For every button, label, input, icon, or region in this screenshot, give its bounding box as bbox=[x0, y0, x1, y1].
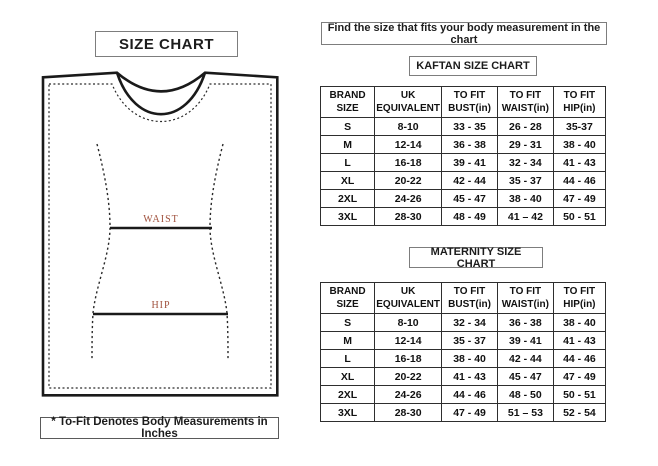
table-cell: 44 - 46 bbox=[553, 350, 605, 368]
table-header-cell: TO FIT HIP(in) bbox=[553, 283, 605, 314]
table-cell: 41 – 42 bbox=[497, 208, 553, 226]
page-title: SIZE CHART bbox=[95, 31, 238, 57]
table-header-cell: TO FIT WAIST(in) bbox=[497, 87, 553, 118]
table-header-row bbox=[321, 283, 606, 314]
table-cell: 35-37 bbox=[553, 118, 605, 136]
table-cell: 28-30 bbox=[375, 404, 442, 422]
table-cell: 47 - 49 bbox=[442, 404, 498, 422]
table-cell: S bbox=[321, 118, 375, 136]
table-cell: 51 – 53 bbox=[497, 404, 553, 422]
table-cell: XL bbox=[321, 172, 375, 190]
table-header-cell: UK EQUIVALENT bbox=[375, 87, 442, 118]
table-cell: 52 - 54 bbox=[553, 404, 605, 422]
table-row bbox=[321, 350, 606, 368]
kaftan-table-body bbox=[321, 118, 606, 226]
table-header-cell: BRAND SIZE bbox=[321, 87, 375, 118]
table-cell: 50 - 51 bbox=[553, 386, 605, 404]
table-cell: 36 - 38 bbox=[442, 136, 498, 154]
table-cell: 12-14 bbox=[375, 136, 442, 154]
table-cell: 8-10 bbox=[375, 314, 442, 332]
table-header-cell: TO FIT BUST(in) bbox=[442, 283, 498, 314]
maternity-size-table bbox=[320, 282, 606, 422]
table-row bbox=[321, 154, 606, 172]
table-cell: 2XL bbox=[321, 190, 375, 208]
table-header-cell: TO FIT HIP(in) bbox=[553, 87, 605, 118]
kaftan-size-table bbox=[320, 86, 606, 226]
table-cell: 28-30 bbox=[375, 208, 442, 226]
table-row bbox=[321, 368, 606, 386]
kaftan-table-header bbox=[321, 87, 606, 118]
table-row bbox=[321, 332, 606, 350]
table-cell: 32 - 34 bbox=[442, 314, 498, 332]
table-row bbox=[321, 136, 606, 154]
table-cell: 39 - 41 bbox=[497, 332, 553, 350]
stitch-border bbox=[49, 84, 271, 388]
table-cell: 3XL bbox=[321, 208, 375, 226]
table-cell: 38 - 40 bbox=[553, 136, 605, 154]
maternity-table-body bbox=[321, 314, 606, 422]
table-cell: 48 - 49 bbox=[442, 208, 498, 226]
table-row bbox=[321, 190, 606, 208]
table-cell: 47 - 49 bbox=[553, 368, 605, 386]
table-cell: 16-18 bbox=[375, 350, 442, 368]
table-cell: 41 - 43 bbox=[442, 368, 498, 386]
table-cell: 50 - 51 bbox=[553, 208, 605, 226]
table-cell: 41 - 43 bbox=[553, 154, 605, 172]
body-silhouette-right bbox=[210, 144, 228, 360]
table-cell: 3XL bbox=[321, 404, 375, 422]
table-cell: 29 - 31 bbox=[497, 136, 553, 154]
neckline-curve bbox=[117, 73, 205, 114]
table-cell: 32 - 34 bbox=[497, 154, 553, 172]
table-cell: 44 - 46 bbox=[442, 386, 498, 404]
table-cell: M bbox=[321, 136, 375, 154]
table-cell: 38 - 40 bbox=[553, 314, 605, 332]
table-row bbox=[321, 386, 606, 404]
table-cell: 44 - 46 bbox=[553, 172, 605, 190]
table-header-cell: BRAND SIZE bbox=[321, 283, 375, 314]
waist-label: WAIST bbox=[143, 214, 179, 225]
table-cell: 20-22 bbox=[375, 368, 442, 386]
body-silhouette-left bbox=[92, 144, 110, 360]
table-cell: 16-18 bbox=[375, 154, 442, 172]
table-row bbox=[321, 314, 606, 332]
table-row bbox=[321, 172, 606, 190]
maternity-table-header bbox=[321, 283, 606, 314]
maternity-table-title: MATERNITY SIZE CHART bbox=[409, 247, 543, 268]
table-cell: L bbox=[321, 350, 375, 368]
table-cell: 33 - 35 bbox=[442, 118, 498, 136]
table-header-cell: TO FIT BUST(in) bbox=[442, 87, 498, 118]
hip-label: HIP bbox=[151, 300, 171, 311]
kaftan-table-title: KAFTAN SIZE CHART bbox=[409, 56, 537, 76]
table-cell: XL bbox=[321, 368, 375, 386]
table-cell: 35 - 37 bbox=[442, 332, 498, 350]
table-cell: 42 - 44 bbox=[497, 350, 553, 368]
table-cell: 35 - 37 bbox=[497, 172, 553, 190]
table-cell: S bbox=[321, 314, 375, 332]
table-cell: 41 - 43 bbox=[553, 332, 605, 350]
table-cell: 45 - 47 bbox=[442, 190, 498, 208]
table-cell: 39 - 41 bbox=[442, 154, 498, 172]
table-header-row bbox=[321, 87, 606, 118]
table-row bbox=[321, 404, 606, 422]
table-row bbox=[321, 118, 606, 136]
table-cell: 2XL bbox=[321, 386, 375, 404]
kaftan-diagram bbox=[40, 70, 280, 398]
table-row bbox=[321, 208, 606, 226]
table-header-cell: TO FIT WAIST(in) bbox=[497, 283, 553, 314]
table-cell: 45 - 47 bbox=[497, 368, 553, 386]
table-cell: 24-26 bbox=[375, 386, 442, 404]
table-header-cell: UK EQUIVALENT bbox=[375, 283, 442, 314]
table-cell: 38 - 40 bbox=[497, 190, 553, 208]
table-cell: 38 - 40 bbox=[442, 350, 498, 368]
table-cell: 42 - 44 bbox=[442, 172, 498, 190]
table-cell: M bbox=[321, 332, 375, 350]
footnote: * To-Fit Denotes Body Measurements in Inches bbox=[40, 417, 279, 439]
table-cell: 8-10 bbox=[375, 118, 442, 136]
table-cell: 24-26 bbox=[375, 190, 442, 208]
table-cell: 26 - 28 bbox=[497, 118, 553, 136]
table-cell: 36 - 38 bbox=[497, 314, 553, 332]
table-cell: L bbox=[321, 154, 375, 172]
table-cell: 12-14 bbox=[375, 332, 442, 350]
table-cell: 47 - 49 bbox=[553, 190, 605, 208]
table-cell: 48 - 50 bbox=[497, 386, 553, 404]
measurement-note: Find the size that fits your body measurement in the chart bbox=[321, 22, 607, 45]
table-cell: 20-22 bbox=[375, 172, 442, 190]
